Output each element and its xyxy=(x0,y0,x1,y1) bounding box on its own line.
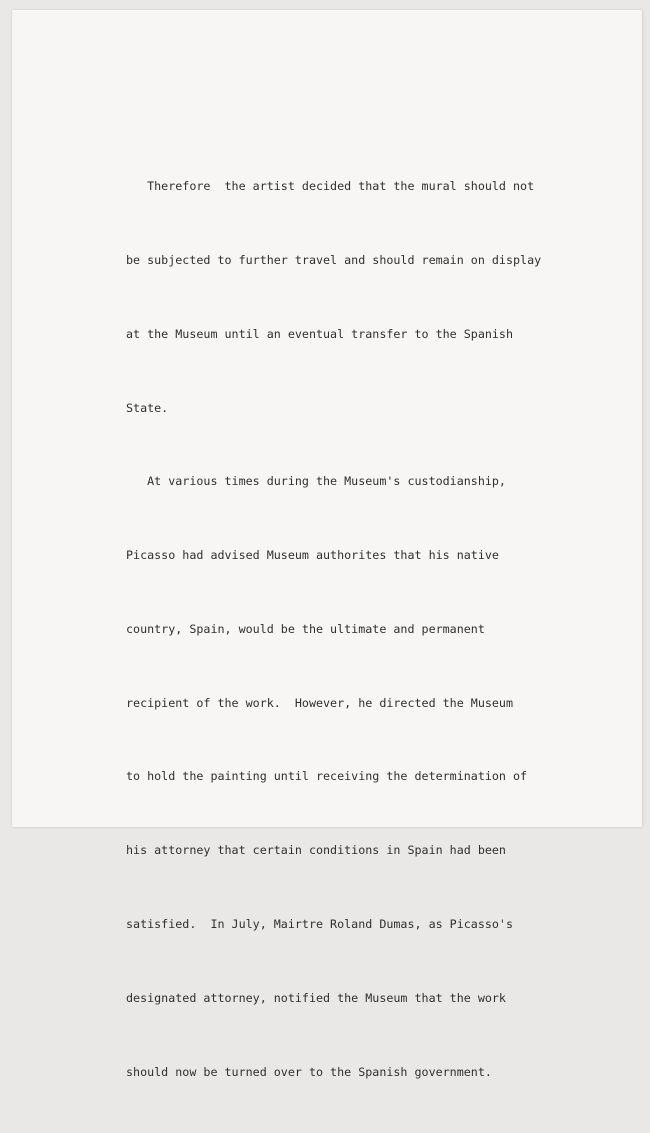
text-line: at the Museum until an eventual transfer to the Spanish xyxy=(126,326,514,341)
text-line: At various times during the Museum's custodianship, xyxy=(126,474,506,489)
document-page xyxy=(12,10,642,1079)
text-line: to hold the painting until receiving the determination of xyxy=(126,769,528,784)
text-line: satisfied. In July, Mairtre Roland Dumas, as Picasso's xyxy=(126,917,514,931)
document-body-text xyxy=(126,125,576,1133)
text-line: State. xyxy=(126,400,169,415)
text-line: Picasso had advised Museum authorites that his native xyxy=(126,548,499,563)
text-line: designated attorney, notified the Museum that the work xyxy=(126,990,506,1005)
text-line: should now be turned over to the Spanish government. xyxy=(126,1064,492,1079)
text-line: country, Spain, would be the ultimate and permanent xyxy=(126,621,485,636)
text-line: recipient of the work. However, he directed the Museum xyxy=(126,695,514,710)
text-line: Therefore the artist decided that the mural should not xyxy=(126,179,535,194)
text-line: be subjected to further travel and should remain on display xyxy=(126,252,542,267)
text-line: his attorney that certain conditions in Spain had been xyxy=(126,843,506,858)
